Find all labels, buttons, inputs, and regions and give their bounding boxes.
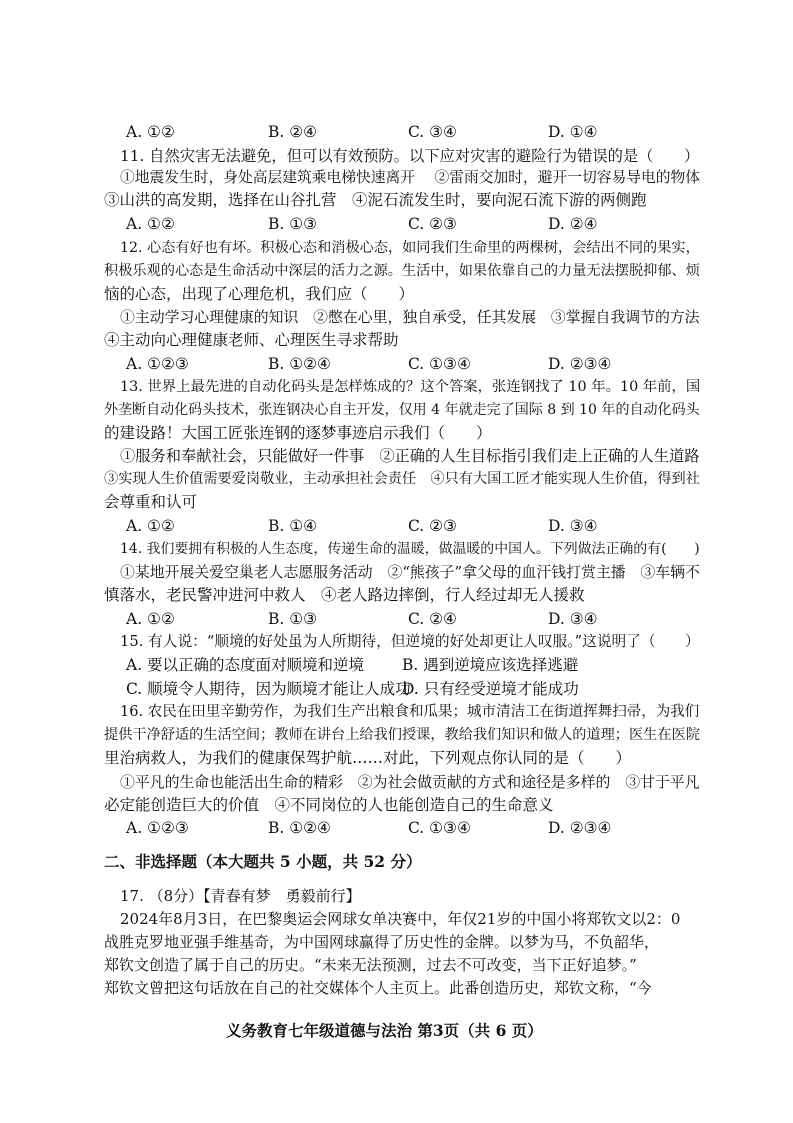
q15-option-a: A. 要以正确的态度面对顺境和逆境 [126, 656, 365, 674]
q13-line6: 会尊重和认可 [104, 493, 198, 511]
option-d: D. ①④ [548, 123, 598, 141]
q13-line4: ①服务和奉献社会，只能做好一件事 ②正确的人生目标指引我们走上正确的人生道路 [120, 447, 700, 465]
q17-line1: 2024年8月3日，在巴黎奥运会网球女单决赛中，年仅21岁的中国小将郑钦文以2：0 [120, 910, 681, 928]
q14-line2: ①某地开展关爱空巢老人志愿服务活动 ②“熊孩子”拿父母的血汗钱打赏主播 ③车辆不 [120, 563, 700, 581]
q13-option-d: D. ③④ [548, 517, 598, 535]
section-2-heading: 二、非选择题（本大题共 5 小题，共 52 分） [104, 852, 422, 871]
q17-heading: 17. （8分）【青春有梦 勇毅前行】 [120, 887, 361, 905]
q13-line1: 13. 世界上最先进的自动化码头是怎样炼成的？这个答案，张连钢找了 10 年。10 年前，国 [120, 379, 701, 395]
q13-line5: ③实现人生价值需要爱岗敬业，主动承担社会责任 ④只有大国工匠才能实现人生价值，得到社 [104, 471, 700, 487]
q14-line3: 慎落水，老民警冲进河中救人 ④老人路边摔倒，行人经过却无人援救 [104, 586, 585, 604]
q12-line2: 积极乐观的心态是生命活动中深层的活力之源。生活中，如果依靠自己的力量无法摆脱抑郁、烦 [104, 263, 700, 279]
q11-option-d: D. ②④ [548, 215, 598, 233]
q11-line1: ①地震发生时，身处高层建筑乘电梯快速离开 ②雷雨交加时，避开一切容易导电的物体 [120, 169, 700, 186]
q14-option-b: B. ①③ [268, 610, 318, 628]
q16-line3: 里治病救人，为我们的健康保驾护航……对此，下列观点你认同的是（ ） [104, 749, 632, 767]
q15-option-d: D. 只有经受逆境才能成功 [402, 680, 579, 698]
q11-line2: ③山洪的高发期，选择在山谷扎营 ④泥石流发生时，要向泥石流下游的两侧跑 [104, 191, 647, 209]
q16-option-d: D. ②③④ [548, 819, 612, 837]
q14-option-d: D. ③④ [548, 610, 598, 628]
q12-line3: 恼的心态，出现了心理危机，我们应（ ） [104, 285, 415, 303]
q12-line4: ①主动学习心理健康的知识 ②憋在心里，独自承受，任其发展 ③掌握自我调节的方法 [120, 308, 700, 326]
q13-option-b: B. ①④ [268, 517, 318, 535]
q14-option-a: A. ①② [126, 610, 175, 628]
q12-line5: ④主动向心理健康老师、心理医生寻求帮助 [104, 331, 399, 349]
q14-line1: 14. 我们要拥有积极的人生态度，传递生命的温暖，做温暖的中国人。下列做法正确的有( ) [120, 541, 700, 557]
q15-stem: 15. 有人说：“顺境的好处虽为人所期待，但逆境的好处却更让人叹服。”这说明了（ ） [120, 633, 700, 650]
q12-option-a: A. ①②③ [126, 355, 189, 373]
q16-line2: 提供干净舒适的生活空间；教师在讲台上给我们授课，教给我们知识和做人的道理；医生在医院 [104, 727, 700, 743]
q13-option-c: C. ②③ [408, 517, 457, 535]
q17-line2: 战胜克罗地亚强手维基奇，为中国网球赢得了历史性的金牌。以梦为马，不负韶华， [104, 933, 660, 951]
q14-option-c: C. ②④ [408, 610, 457, 628]
q12-option-c: C. ①③④ [408, 355, 471, 373]
q12-option-d: D. ②③④ [548, 355, 612, 373]
q12-line1: 12. 心态有好也有坏。积极心态和消极心态，如同我们生命里的两棵树，会结出不同的果实， [120, 240, 700, 256]
q16-line5: 必定能创造巨大的价值 ④不同岗位的人也能创造自己的生命意义 [104, 796, 554, 814]
q16-line1: 16. 农民在田里辛勤劳作，为我们生产出粮食和瓜果；城市清洁工在街道挥舞扫帚，为我们 [120, 704, 700, 720]
q15-option-c: C. 顺境令人期待，因为顺境才能让人成功 [126, 680, 411, 698]
q16-option-c: C. ①③④ [408, 819, 471, 837]
q16-option-a: A. ①②③ [126, 819, 189, 837]
q13-line3: 的建设路！大国工匠张连钢的逐梦事迹启示我们（ ） [104, 424, 492, 442]
q11-option-a: A. ①② [126, 215, 175, 233]
option-a: A. ①② [126, 123, 175, 141]
q11-stem: 11. 自然灾害无法避免，但可以有效预防。以下应对灾害的避险行为错误的是（ ） [120, 147, 700, 165]
q17-line3: 郑钦文创造了属于自己的历史。“未来无法预测，过去不可改变，当下正好追梦。” [104, 956, 637, 974]
option-b: B. ②④ [268, 123, 318, 141]
q13-line2: 外垄断自动化码头技术，张连钢决心自主开发，仅用 4 年就走完了国际 8 到 10 年的自动化码头 [104, 402, 700, 418]
q15-option-b: B. 遇到逆境应该选择逃避 [402, 656, 579, 674]
q16-line4: ①平凡的生命也能活出生命的精彩 ②为社会做贡献的方式和途径是多样的 ③甘于平凡 [120, 773, 700, 791]
q12-option-b: B. ①②④ [268, 355, 331, 373]
q13-option-a: A. ①② [126, 517, 175, 535]
q17-line4: 郑钦文曾把这句话放在自己的社交媒体个人主页上。此番创造历史，郑钦文称，“今 [104, 979, 652, 997]
q11-option-b: B. ①③ [268, 215, 318, 233]
q16-option-b: B. ①②④ [268, 819, 331, 837]
option-c: C. ③④ [408, 123, 457, 141]
page-footer: 义务教育七年级道德与法治 第3页（共 6 页） [226, 1021, 543, 1040]
q11-option-c: C. ②③ [408, 215, 457, 233]
